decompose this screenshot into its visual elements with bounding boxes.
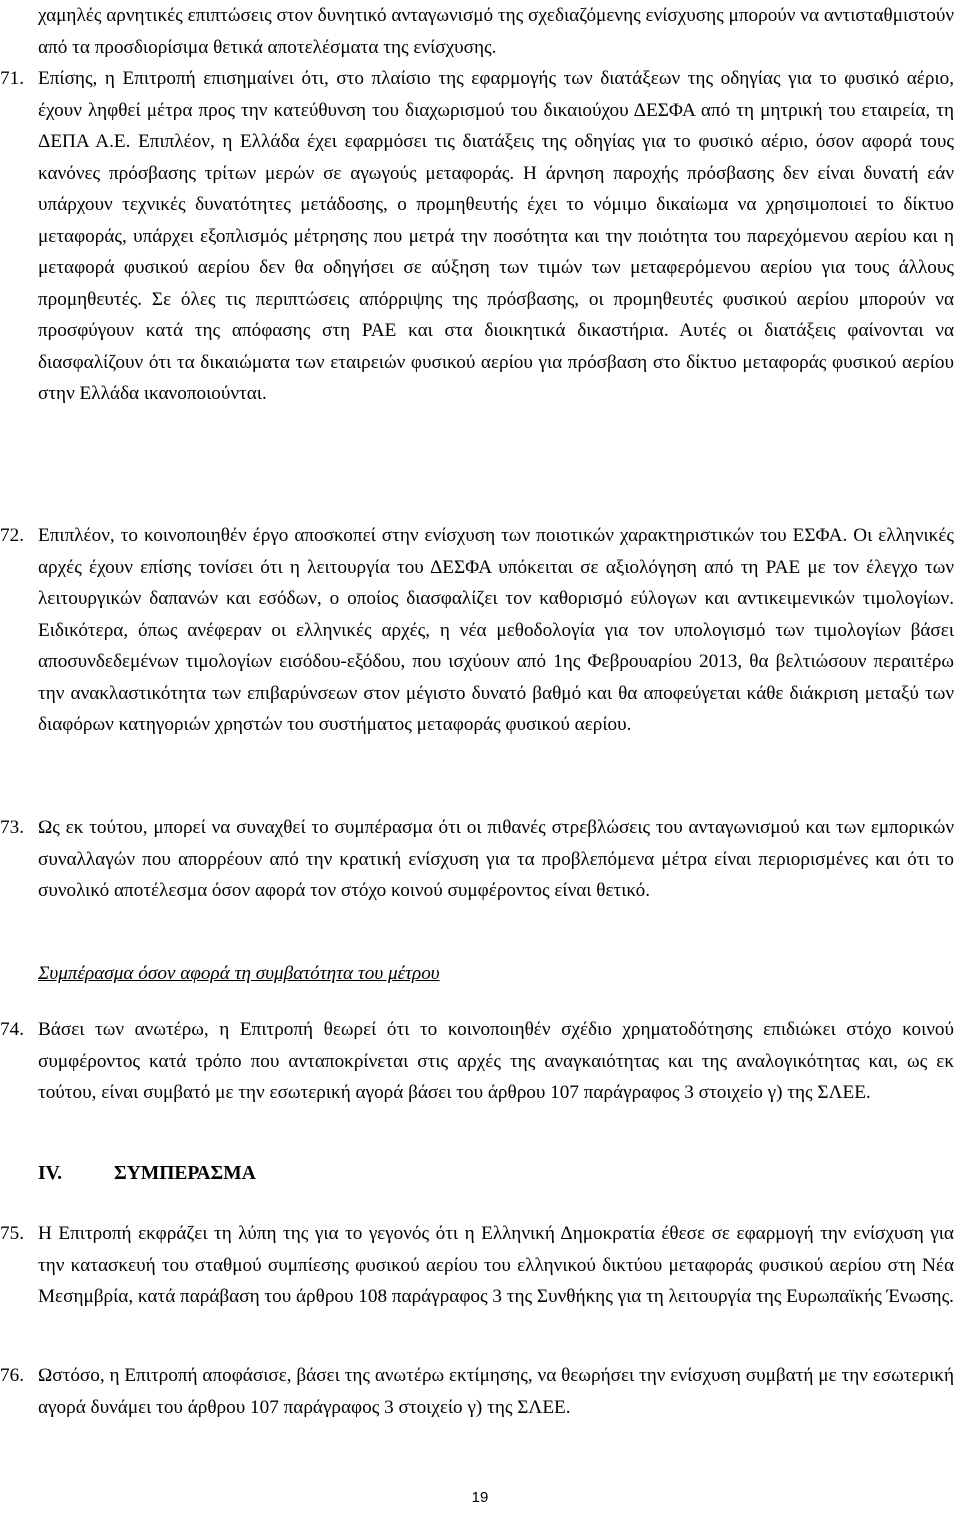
section-number: IV. (38, 1163, 63, 1184)
paragraph-text: Επιπλέον, το κοινοποιηθέν έργο αποσκοπεί στην ενίσχυση των ποιοτικών χαρακτηριστικών του ΕΣΦΑ. Οι ελληνικές αρχές έχουν επίσης τονίσει ότι η λειτουργία του ΔΕΣΦΑ υπόκειται σε αξιολόγηση από τη ΡΑΕ με τον έλεγχο των λειτουργικών δαπανών και εσόδων, ο οποίος διασφαλίζει τον καθορισμό εύλογων και αντικειμενικών τιμολογίων. Ειδικότερα, όπως ανέφεραν οι ελληνικές αρχές, η νέα μεθοδολογία για τον υπολογισμό των τιμολογίων βάσει αποσυνδεδεμένων τιμολογίων εισόδου-εξόδου, που ισχύουν από 1ης Φεβρουαρίου 2013, θα βελτιώσουν περαιτέρω την ανακλαστικότητα των επιβαρύνσεων στον μέγιστο δυνατό βαθμό και θα αποφεύγεται κάθε διάκριση μεταξύ των διαφόρων κατηγοριών χρηστών του συστήματος μεταφοράς φυσικού αερίου. (38, 525, 954, 735)
paragraph-text: Βάσει των ανωτέρω, η Επιτροπή θεωρεί ότι το κοινοποιηθέν σχέδιο χρηματοδότησης επιδιώκει στόχο κοινού συμφέροντος κατά τρόπο που ανταποκρίνεται στις αρχές της αναγκαιότητας και της αναλογικότητας και, ως εκ τούτου, είναι συμβατό με την εσωτερική αγορά βάσει του άρθρου 107 παράγραφος 3 στοιχείο γ) της ΣΛΕΕ. (38, 1019, 954, 1103)
subheading-compatibility: Συμπέρασμα όσον αφορά τη συμβατότητα του μέτρου (38, 963, 440, 984)
intro-paragraph: χαμηλές αρνητικές επιπτώσεις στον δυνητικό ανταγωνισμό της σχεδιαζόμενης ενίσχυσης μπορούν να αντισταθμιστούν από τα προσδιορίσιμα θετικά αποτελέσματα της ενίσχυσης. (38, 5, 954, 58)
paragraph-number: 71. (0, 68, 24, 89)
paragraph-72 (0, 520, 954, 741)
paragraph-75 (0, 1218, 954, 1313)
paragraph-74 (0, 1014, 954, 1109)
paragraph-73 (0, 812, 954, 907)
paragraph-text: Ως εκ τούτου, μπορεί να συναχθεί το συμπέρασμα ότι οι πιθανές στρεβλώσεις του ανταγωνισμού και των εμπορικών συναλλαγών που απορρέουν από την κρατική ενίσχυση για τα προβλεπόμενα μέτρα είναι περιορισμένες και ότι το συνολικό αποτέλεσμα όσον αφορά τον στόχο κοινού συμφέροντος είναι θετικό. (38, 817, 954, 901)
paragraph-number: 72. (0, 525, 24, 546)
paragraph-text: Ωστόσο, η Επιτροπή αποφάσισε, βάσει της ανωτέρω εκτίμησης, να θεωρήσει την ενίσχυση συμβατή με την εσωτερική αγορά δυνάμει του άρθρου 107 παράγραφος 3 στοιχείο γ) της ΣΛΕΕ. (38, 1365, 954, 1418)
page-number: 19 (471, 1489, 489, 1506)
paragraph-text: Η Επιτροπή εκφράζει τη λύπη της για το γεγονός ότι η Ελληνική Δημοκρατία έθεσε σε εφαρμογή την ενίσχυση για την κατασκευή του σταθμού συμπίεσης φυσικού αερίου του ελληνικού δικτύου μεταφοράς φυσικού αερίου στη Νέα Μεσημβρία, κατά παράβαση του άρθρου 108 παράγραφος 3 της Συνθήκης για τη λειτουργία της Ευρωπαϊκής Ένωσης. (38, 1223, 954, 1307)
paragraph-number: 75. (0, 1223, 24, 1244)
paragraph-text: Επίσης, η Επιτροπή επισημαίνει ότι, στο πλαίσιο της εφαρμογής των διατάξεων της οδηγίας για το φυσικό αέριο, έχουν ληφθεί μέτρα προς την κατεύθυνση του διαχωρισμού του δικαιούχου ΔΕΣΦΑ από τη μητρική του εταιρεία, τη ΔΕΠΑ Α.Ε. Επιπλέον, η Ελλάδα έχει εφαρμόσει τις διατάξεις της οδηγίας για το φυσικό αέριο, όσον αφορά τους κανόνες πρόσβασης τρίτων μερών σε αγωγούς μεταφοράς. Η άρνηση παροχής πρόσβασης δεν είναι δυνατή εάν υπάρχουν τεχνικές δυνατότητες μετάδοσης, ο προμηθευτής έχει το νόμιμο δικαίωμα να χρησιμοποιεί το δίκτυο μεταφοράς, υπάρχει εξοπλισμός μέτρησης που μετρά την ποσότητα και την ποιότητα του παρεχόμενου αερίου και η μεταφορά φυσικού αερίου δεν θα οδηγήσει σε αύξηση των τιμών των μεταφερόμενου αερίου για τους άλλους προμηθευτές. Σε όλες τις περιπτώσεις απόρριψης της πρόσβασης, οι προμηθευτές φυσικού αερίου μπορούν να προσφύγουν κατά της απόφασης στη ΡΑΕ και στα διοικητικά δικαστήρια. Αυτές οι διατάξεις φαίνονται να διασφαλίζουν ότι τα δικαιώματα των εταιρειών φυσικού αερίου για πρόσβαση στο δίκτυο μεταφοράς φυσικού αερίου στην Ελλάδα ικανοποιούνται. (38, 68, 954, 404)
section-title: ΣΥΜΠΕΡΑΣΜΑ (114, 1163, 256, 1184)
paragraph-number: 73. (0, 817, 24, 838)
section-heading (38, 1158, 256, 1190)
paragraph-number: 76. (0, 1365, 24, 1386)
paragraph-71 (0, 63, 954, 410)
paragraph-76 (0, 1360, 954, 1423)
paragraph-number: 74. (0, 1019, 24, 1040)
